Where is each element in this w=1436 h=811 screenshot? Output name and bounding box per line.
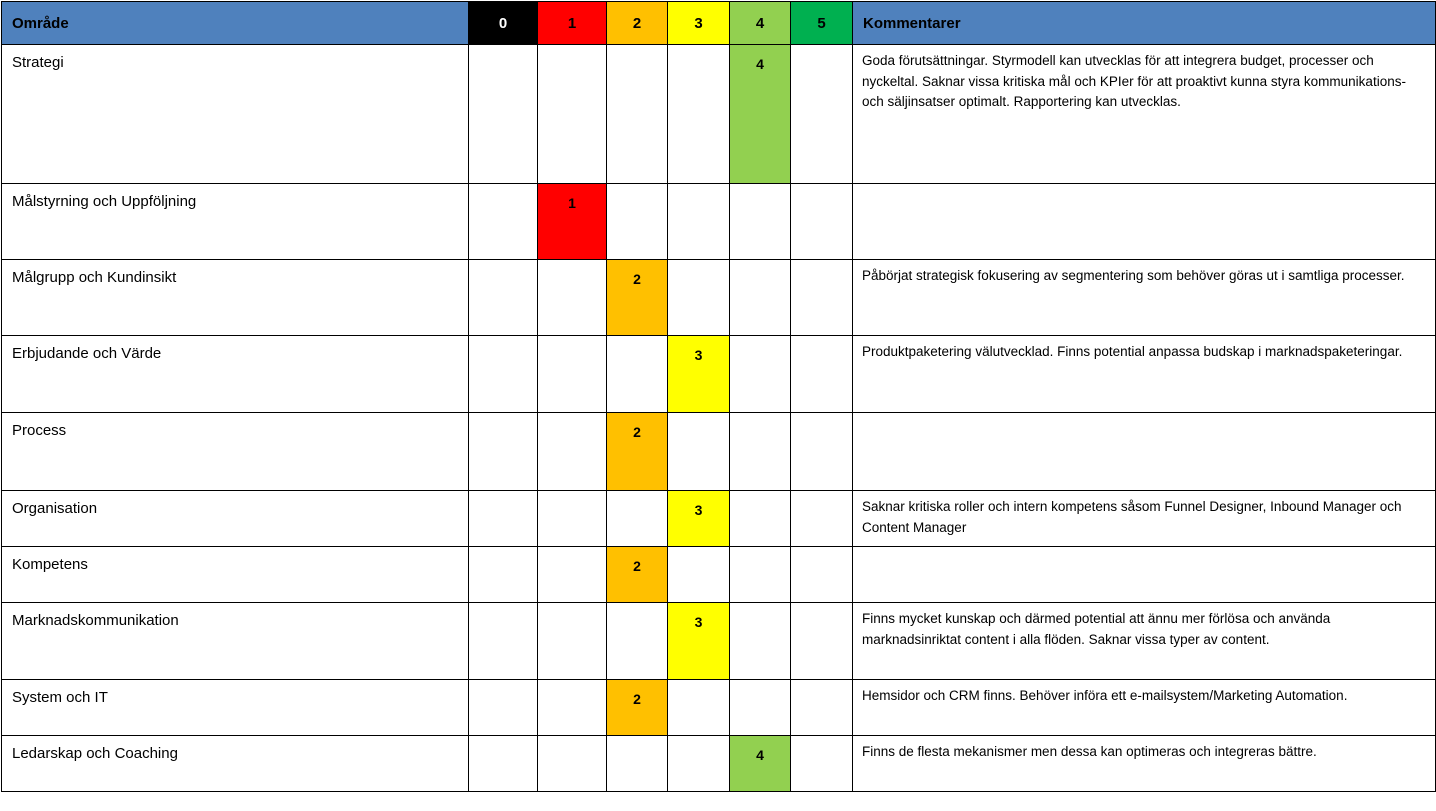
level-cell <box>791 260 853 336</box>
area-name: Målgrupp och Kundinsikt <box>2 260 469 336</box>
level-cell <box>791 491 853 547</box>
level-cell <box>730 184 791 260</box>
level-cell <box>469 336 538 413</box>
level-cell <box>607 491 668 547</box>
area-name: Erbjudande och Värde <box>2 336 469 413</box>
level-cell <box>469 547 538 603</box>
level-cell <box>668 260 730 336</box>
level-cell <box>791 413 853 491</box>
header-row <box>2 2 1436 45</box>
comment-cell: Hemsidor och CRM finns. Behöver införa ett e-mailsystem/Marketing Automation. <box>853 680 1436 736</box>
level-score-badge: 3 <box>668 603 730 680</box>
level-score-badge: 2 <box>607 413 668 491</box>
level-cell <box>538 45 607 184</box>
level-cell <box>469 260 538 336</box>
area-name: System och IT <box>2 680 469 736</box>
header-level-4: 4 <box>730 2 791 45</box>
table-row <box>2 184 1436 260</box>
level-cell <box>668 736 730 792</box>
table-row <box>2 680 1436 736</box>
level-cell <box>791 547 853 603</box>
level-cell <box>607 336 668 413</box>
level-cell <box>791 680 853 736</box>
level-cell <box>791 603 853 680</box>
maturity-assessment-table <box>1 1 1436 792</box>
level-cell <box>607 736 668 792</box>
level-cell <box>469 736 538 792</box>
table-row <box>2 45 1436 184</box>
level-score-badge: 1 <box>538 184 607 260</box>
level-cell <box>668 45 730 184</box>
level-cell <box>538 680 607 736</box>
comment-cell: Goda förutsättningar. Styrmodell kan utvecklas för att integrera budget, processer och nyckeltal. Saknar vissa kritiska mål och KPIer för att proaktivt kunna styra kommunikations- och säljinsatser optimalt. Rapportering kan utvecklas. <box>853 45 1436 184</box>
table-row <box>2 603 1436 680</box>
level-score-badge: 4 <box>730 45 791 184</box>
level-cell <box>730 413 791 491</box>
table-row <box>2 491 1436 547</box>
level-cell <box>469 413 538 491</box>
table-row <box>2 413 1436 491</box>
level-cell <box>730 603 791 680</box>
level-cell <box>607 45 668 184</box>
level-cell <box>538 260 607 336</box>
level-cell <box>538 491 607 547</box>
level-cell <box>730 336 791 413</box>
level-cell <box>538 336 607 413</box>
comment-cell <box>853 184 1436 260</box>
table-row <box>2 547 1436 603</box>
level-cell <box>730 547 791 603</box>
area-name: Organisation <box>2 491 469 547</box>
level-score-badge: 3 <box>668 491 730 547</box>
level-cell <box>607 184 668 260</box>
comment-cell: Finns de flesta mekanismer men dessa kan optimeras och integreras bättre. <box>853 736 1436 792</box>
level-cell <box>607 603 668 680</box>
header-level-0: 0 <box>469 2 538 45</box>
level-cell <box>730 260 791 336</box>
area-name: Målstyrning och Uppföljning <box>2 184 469 260</box>
level-cell <box>791 45 853 184</box>
header-level-5: 5 <box>791 2 853 45</box>
level-cell <box>538 603 607 680</box>
level-cell <box>791 736 853 792</box>
table-row <box>2 336 1436 413</box>
level-cell <box>668 547 730 603</box>
comment-cell: Saknar kritiska roller och intern kompetens såsom Funnel Designer, Inbound Manager och Content Manager <box>853 491 1436 547</box>
level-cell <box>469 184 538 260</box>
level-cell <box>469 680 538 736</box>
table-row <box>2 736 1436 792</box>
comment-cell <box>853 413 1436 491</box>
level-cell <box>791 184 853 260</box>
comment-cell <box>853 547 1436 603</box>
level-cell <box>791 336 853 413</box>
level-cell <box>668 413 730 491</box>
level-cell <box>538 736 607 792</box>
level-cell <box>538 413 607 491</box>
header-comments: Kommentarer <box>853 2 1436 45</box>
level-score-badge: 2 <box>607 260 668 336</box>
level-score-badge: 4 <box>730 736 791 792</box>
header-level-1: 1 <box>538 2 607 45</box>
level-score-badge: 2 <box>607 680 668 736</box>
area-name: Marknadskommunikation <box>2 603 469 680</box>
comment-cell: Finns mycket kunskap och därmed potential att ännu mer förlösa och använda marknadsinriktat content i alla flöden. Saknar vissa typer av content. <box>853 603 1436 680</box>
level-cell <box>668 184 730 260</box>
level-score-badge: 3 <box>668 336 730 413</box>
area-name: Kompetens <box>2 547 469 603</box>
header-area: Område <box>2 2 469 45</box>
level-score-badge: 2 <box>607 547 668 603</box>
level-cell <box>469 491 538 547</box>
comment-cell: Påbörjat strategisk fokusering av segmentering som behöver göras ut i samtliga processer. <box>853 260 1436 336</box>
area-name: Strategi <box>2 45 469 184</box>
header-level-3: 3 <box>668 2 730 45</box>
area-name: Process <box>2 413 469 491</box>
level-cell <box>538 547 607 603</box>
level-cell <box>730 491 791 547</box>
area-name: Ledarskap och Coaching <box>2 736 469 792</box>
level-cell <box>469 45 538 184</box>
comment-cell: Produktpaketering välutvecklad. Finns potential anpassa budskap i marknadspaketeringar. <box>853 336 1436 413</box>
level-cell <box>730 680 791 736</box>
table-row <box>2 260 1436 336</box>
header-level-2: 2 <box>607 2 668 45</box>
level-cell <box>469 603 538 680</box>
level-cell <box>668 680 730 736</box>
